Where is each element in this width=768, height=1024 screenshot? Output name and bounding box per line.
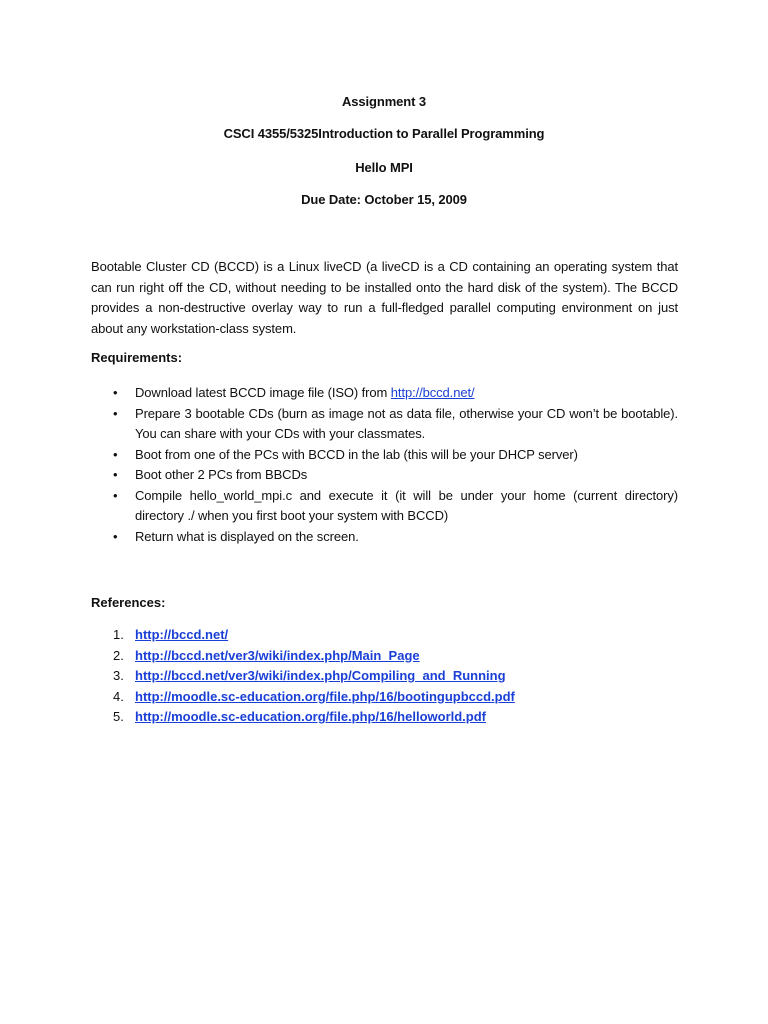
assignment-title: Assignment 3 [341,94,427,109]
bullet-icon: • [113,487,118,503]
requirement-text: Boot other 2 PCs from BBCDs [135,467,308,482]
reference-link[interactable]: http://moodle.sc-education.org/file.php/16/bootingupbccd.pdf [135,688,515,704]
reference-link[interactable]: http://moodle.sc-education.org/file.php/16/helloworld.pdf [135,709,486,724]
reference-item [91,625,678,646]
requirement-item [91,383,678,404]
reference-number: 3. [113,668,124,683]
references-heading: References: [91,595,166,610]
requirement-text: Download latest BCCD image file (ISO) from [135,385,391,400]
reference-item [91,666,678,687]
reference-link[interactable]: http://bccd.net/ver3/wiki/index.php/Compiling_and_Running [135,668,506,683]
requirements-list [91,383,678,547]
requirement-item [91,404,678,445]
requirement-item [91,445,678,466]
bullet-icon: • [113,467,118,482]
bullet-icon: • [113,385,118,400]
reference-item [91,707,678,728]
bccd-link[interactable]: http://bccd.net/ [390,385,475,400]
reference-item [91,687,678,708]
due-date: Due Date: October 15, 2009 [301,192,467,207]
reference-number: 4. [113,688,124,704]
reference-number: 1. [113,627,124,642]
requirement-text: Return what is displayed on the screen. [135,528,359,544]
reference-number: 2. [113,647,124,663]
course-title: CSCI 4355/5325Introduction to Parallel Programming [223,126,545,141]
references-list [91,625,678,728]
requirement-text: Prepare 3 bootable CDs (burn as image not as data file, otherwise your CD won’t be bootable). You can share with your CDs with your classmates. [135,405,678,441]
reference-item [91,646,678,667]
requirement-text: Boot from one of the PCs with BCCD in the lab (this will be your DHCP server) [135,446,578,462]
bullet-icon: • [113,405,118,421]
requirement-item [91,486,678,527]
reference-link[interactable]: http://bccd.net/ [135,627,229,642]
reference-number: 5. [113,709,124,724]
intro-paragraph: Bootable Cluster CD (BCCD) is a Linux liveCD (a liveCD is a CD containing an operating system that can run right off the CD, without needing to be installed onto the hard disk of the system). The BCCD provides a non-destructive overlay way to run a full-fledged parallel computing environment on just about any workstation-class system. [91,259,678,336]
bullet-icon: • [113,446,118,462]
bullet-icon: • [113,528,118,544]
requirement-item [91,465,678,486]
requirement-item [91,527,678,548]
reference-link[interactable]: http://bccd.net/ver3/wiki/index.php/Main_Page [135,647,420,663]
requirement-text: Compile hello_world_mpi.c and execute it (it will be under your home (current directory) directory ./ when you first boot your system with BCCD) [135,487,678,523]
assignment-topic: Hello MPI [355,160,413,175]
requirements-heading: Requirements: [91,350,183,365]
